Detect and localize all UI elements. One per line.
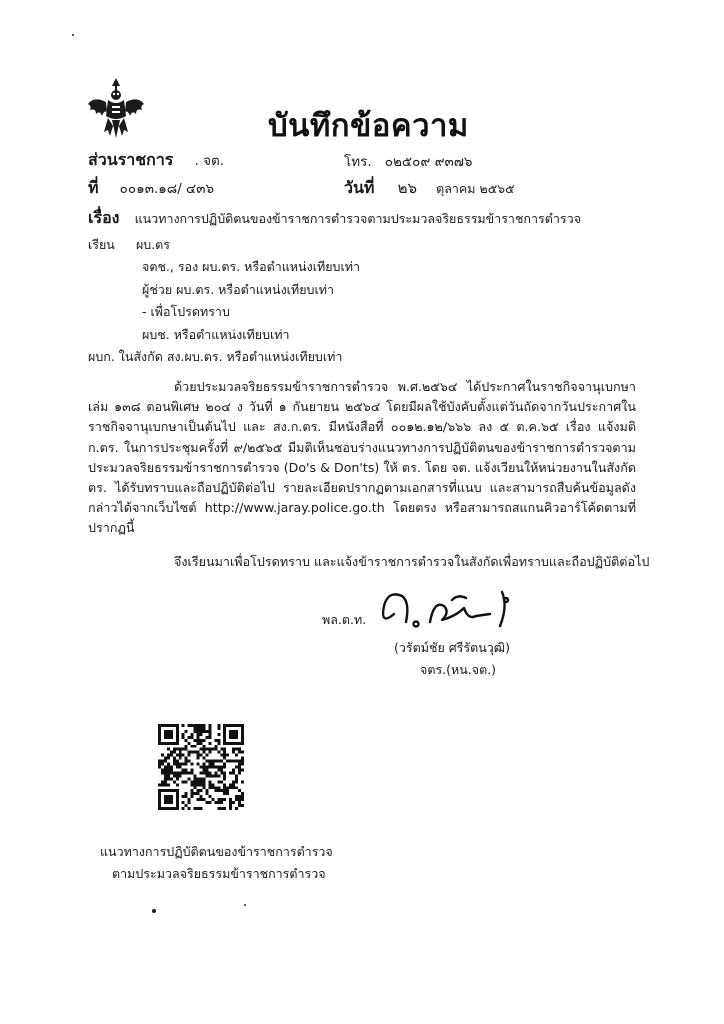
agency-label: ส่วนราชการ <box>88 150 174 169</box>
reference-value: ๐๐๑๓.๑๘/ ๔๓๖ <box>119 181 215 197</box>
reference-row <box>88 176 214 201</box>
scan-speck <box>72 34 74 36</box>
page-title: บันทึกข้อความ <box>268 108 469 144</box>
agency-value: . จต. <box>194 153 225 169</box>
scan-speck <box>152 909 156 913</box>
date-label: วันที่ <box>344 178 375 197</box>
salutation-row <box>88 234 170 255</box>
handwritten-signature-icon <box>372 586 522 634</box>
subject-value: แนวทางการปฏิบัติตนของข้าราชการตำรวจตามประมวลจริยธรรมข้าราชการตำรวจ <box>134 211 581 226</box>
date-row <box>344 176 515 201</box>
subject-label: เรื่อง <box>88 208 120 227</box>
qr-code-icon <box>158 724 244 810</box>
recipient-line-1: จตช., รอง ผบ.ตร. หรือตำแหน่งเทียบเท่า <box>142 259 360 274</box>
recipient-line-2: ผู้ช่วย ผบ.ตร. หรือตำแหน่งเทียบเท่า <box>142 282 334 297</box>
body-paragraph <box>88 377 636 539</box>
phone-row <box>344 150 472 172</box>
date-month-year: ตุลาคม ๒๕๖๕ <box>436 181 515 196</box>
recipient-line-5: ผบก. ในสังกัด สง.ผบ.ตร. หรือตำแหน่งเทียบเท่า <box>88 349 343 364</box>
date-day: ๒๖ <box>397 179 417 197</box>
phone-label: โทร. <box>344 154 372 170</box>
salutation-label: เรียน <box>88 237 115 252</box>
subject-row <box>88 206 581 231</box>
body-paragraph-text: ด้วยประมวลจริยธรรมข้าราชการตำรวจ พ.ศ.๒๕๖๔ ได้ประกาศในราชกิจจานุเบกษา เล่ม ๑๓๘ ตอนพิเศษ ๒๐๔ ง วันที่ ๑ กันยายน ๒๕๖๔ โดยมีผลใช้บังคับตั้งแต่วันถัดจากวันประกาศในราชกิจจานุเบกษาเป็นต้นไป และ สง.ก.ตร. มีหนังสือที่ ๐๐๑๒.๑๒/๖๖๖ ลง ๕ ต.ค.๖๕ เรื่อง แจ้งมติ ก.ตร. ในการประชุมครั้งที่ ๙/๒๕๖๕ มีมติเห็นชอบร่างแนวทางการปฏิบัติตนของข้าราชการตำรวจตามประมวลจริยธรรมข้าราชการตำรวจ (Do's & Don'ts) ให้ ตร. โดย จต. แจ้งเวียนให้หน่วยงานในสังกัด ตร. ได้รับทราบและถือปฏิบัติต่อไป รายละเอียดปรากฏตามเอกสารที่แนบ และสามารถสืบค้นข้อมูลดังกล่าวได้จากเว็บไซต์ http://www.jaray.police.go.th โดยตรง หรือสามารถสแกนคิวอาร์โค้ดตามที่ปรากฏนี้ <box>88 379 636 536</box>
signer-rank: พล.ต.ท. <box>322 612 367 627</box>
qr-caption-line-1: แนวทางการปฏิบัติตนของข้าราชการตำรวจ <box>100 844 333 859</box>
reference-label: ที่ <box>88 178 99 197</box>
garuda-emblem-icon <box>86 76 146 140</box>
closing-sentence: จึงเรียนมาเพื่อโปรดทราบ และแจ้งข้าราชการตำรวจในสังกัดเพื่อทราบและถือปฏิบัติต่อไป <box>174 554 650 569</box>
scan-speck <box>244 904 246 906</box>
salutation-value: ผบ.ตร <box>135 237 171 252</box>
phone-value: ๐๒๕๐๙ ๙๓๗๖ <box>384 154 473 170</box>
signer-name: (วรัตม์ชัย ศรีรัตนวุฒิ) <box>394 640 510 655</box>
signer-position: จตร.(หน.จต.) <box>420 662 497 677</box>
recipient-line-3: - เพื่อโปรดทราบ <box>142 304 230 319</box>
qr-caption-line-2: ตามประมวลจริยธรรมข้าราชการตำรวจ <box>112 866 326 881</box>
recipient-line-4: ผบช. หรือตำแหน่งเทียบเท่า <box>142 327 290 342</box>
agency-row <box>88 148 224 173</box>
